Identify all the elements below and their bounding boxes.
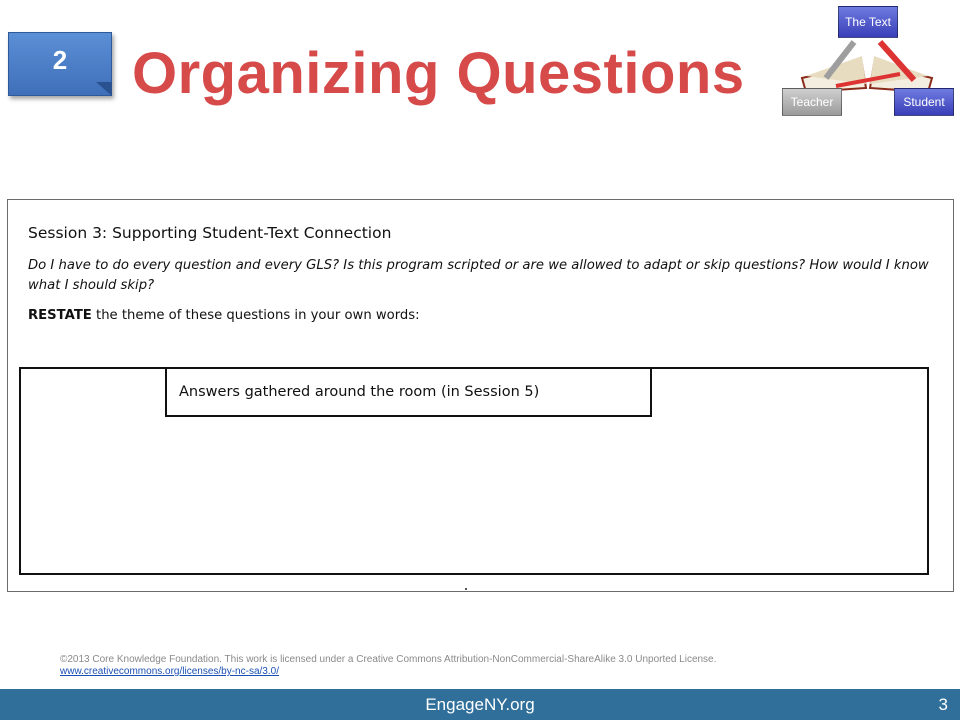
badge-page-curl [96, 82, 112, 96]
answer-label-box: Answers gathered around the room (in Session 5) [165, 367, 652, 417]
logo-the-text-box: The Text [838, 6, 898, 38]
text-teacher-student-logo [778, 4, 956, 120]
logo-student-box: Student [894, 88, 954, 116]
footer-site-name: EngageNY.org [425, 694, 535, 714]
logo-teacher-box: Teacher [782, 88, 842, 116]
restate-instruction-text: the theme of these questions in your own words: [91, 308, 420, 323]
badge-number: 2 [52, 44, 68, 75]
document-heading: Session 3: Supporting Student-Text Connection [28, 224, 392, 242]
restate-instruction [28, 308, 420, 323]
open-book-icon [796, 34, 936, 92]
slide-title: Organizing Questions [132, 41, 745, 106]
restate-keyword: RESTATE [28, 308, 92, 323]
license-link[interactable]: www.creativecommons.org/licenses/by-nc-sa/3.0/ [60, 666, 279, 677]
document-excerpt [7, 199, 954, 592]
license-text: ©2013 Core Knowledge Foundation. This work is licensed under a Creative Commons Attribution-NonCommercial-ShareAlike 3.0 Unported License. [60, 654, 717, 665]
scan-mark [465, 588, 467, 590]
answer-area [19, 367, 929, 575]
slide-page-number: 3 [938, 694, 948, 714]
teacher-question-text: Do I have to do every question and every GLS? Is this program scripted or are we allowed to adapt or skip questions? How would I know what I should skip? [28, 258, 929, 293]
license-notice [60, 654, 940, 678]
footer-bar [0, 689, 960, 720]
